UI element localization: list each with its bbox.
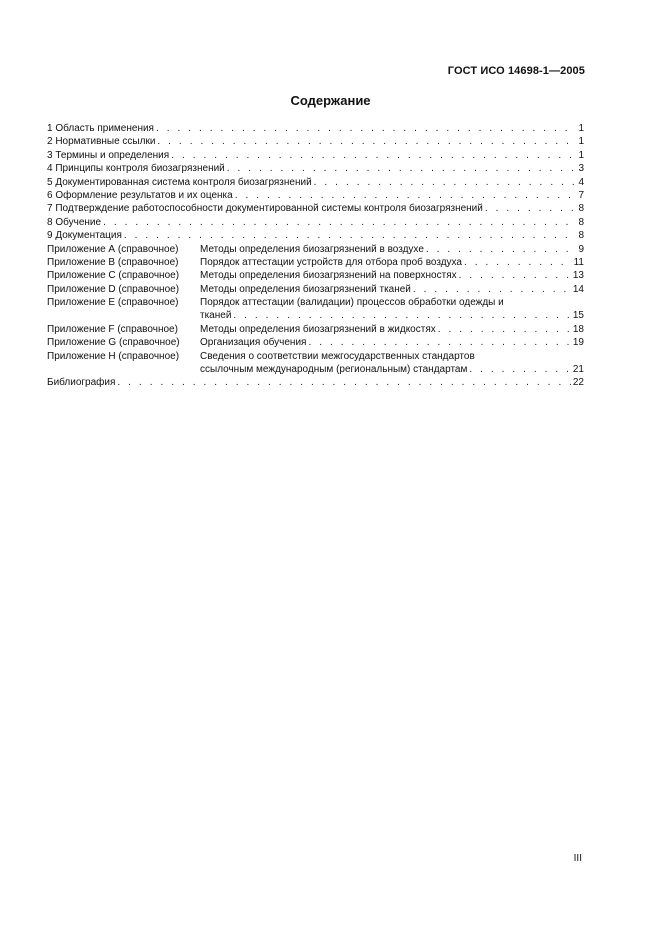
dot-leader — [103, 216, 576, 229]
dot-leader — [485, 202, 577, 215]
toc-entry-1[interactable] — [47, 122, 584, 135]
toc-entry-4[interactable] — [47, 162, 584, 175]
toc-page-number: 1 — [578, 149, 584, 161]
toc-entry-annex-e-continued[interactable] — [47, 309, 584, 322]
annex-label: Приложение F (справочное) — [47, 323, 178, 335]
document-id: ГОСТ ИСО 14698-1—2005 — [447, 65, 585, 77]
table-of-contents — [47, 122, 584, 390]
toc-entry-text: Сведения о соответствии межгосударственных стандартов — [200, 350, 475, 362]
toc-page-number: 7 — [578, 189, 584, 201]
toc-entry-5[interactable] — [47, 176, 584, 189]
toc-page-number: 3 — [578, 163, 584, 175]
dot-leader — [413, 283, 571, 296]
dot-leader — [438, 323, 571, 336]
toc-entry-annex-f[interactable] — [47, 323, 584, 336]
page-title: Содержание — [290, 93, 371, 108]
toc-entry-text: Организация обучения — [200, 337, 307, 349]
toc-entry-annex-e[interactable] — [47, 296, 584, 309]
toc-entry-text: 9 Документация — [47, 230, 122, 242]
toc-entry-7[interactable] — [47, 202, 584, 215]
dot-leader — [314, 176, 577, 189]
dot-leader — [227, 162, 577, 175]
dot-leader — [156, 122, 576, 135]
toc-entry-2[interactable] — [47, 135, 584, 148]
annex-label: Приложение С (справочное) — [47, 270, 180, 282]
toc-entry-6[interactable] — [47, 189, 584, 202]
toc-page-number: 4 — [578, 176, 584, 188]
toc-page-number: 19 — [572, 337, 584, 349]
annex-label: Приложение Н (справочное) — [47, 350, 180, 362]
toc-entry-text: Методы определения биозагрязнений в воздухе — [200, 243, 424, 255]
toc-entry-9[interactable] — [47, 229, 584, 242]
toc-entry-8[interactable] — [47, 216, 584, 229]
page-number: III — [573, 853, 582, 864]
dot-leader — [459, 269, 571, 282]
toc-entry-text: 2 Нормативные ссылки — [47, 136, 156, 148]
toc-entry-text: 8 Обучение — [47, 216, 102, 228]
toc-entry-annex-b[interactable] — [47, 256, 584, 269]
toc-entry-text: 1 Область применения — [47, 122, 154, 134]
toc-entry-text: 3 Термины и определения — [47, 149, 170, 161]
toc-entry-text: Порядок аттестации устройств для отбора проб воздуха — [200, 256, 462, 268]
annex-label: Приложение В (справочное) — [47, 256, 179, 268]
annex-label: Приложение Е (справочное) — [47, 297, 179, 309]
toc-entry-text-continued: ссылочным международным (региональным) стандартам — [200, 364, 468, 376]
toc-entry-annex-g[interactable] — [47, 336, 584, 349]
toc-page-number: 15 — [572, 310, 584, 322]
toc-page-number: 11 — [573, 256, 584, 268]
toc-page-number: 14 — [572, 283, 584, 295]
toc-page-number: 1 — [578, 136, 584, 148]
toc-entry-text: Библиография — [47, 377, 116, 389]
dot-leader — [233, 309, 570, 322]
toc-page-number: 8 — [578, 230, 584, 242]
toc-page-number: 8 — [578, 216, 584, 228]
dot-leader — [117, 376, 570, 389]
toc-entry-text: Методы определения биозагрязнений тканей — [200, 283, 411, 295]
toc-page-number: 1 — [578, 122, 584, 134]
dot-leader — [308, 336, 570, 349]
toc-entry-annex-c[interactable] — [47, 269, 584, 282]
annex-label: Приложение А (справочное) — [47, 243, 179, 255]
toc-page-number: 22 — [572, 377, 584, 389]
toc-entry-text-continued: тканей — [200, 310, 232, 322]
toc-entry-text: Порядок аттестации (валидации) процессов обработки одежды и — [200, 297, 504, 309]
toc-entry-annex-a[interactable] — [47, 243, 584, 256]
toc-page-number: 18 — [572, 323, 584, 335]
toc-entry-annex-h[interactable] — [47, 350, 584, 363]
toc-entry-text: 7 Подтверждение работоспособности документированной системы контроля биозагрязнений — [47, 203, 483, 215]
toc-page-number: 13 — [572, 270, 584, 282]
toc-entry-text: 6 Оформление результатов и их оценка — [47, 189, 233, 201]
dot-leader — [469, 363, 571, 376]
toc-page-number: 9 — [578, 243, 584, 255]
toc-entry-text: 5 Документированная система контроля биозагрязнений — [47, 176, 312, 188]
dot-leader — [157, 135, 576, 148]
toc-entry-3[interactable] — [47, 149, 584, 162]
dot-leader — [235, 189, 577, 202]
toc-entry-bibliography[interactable] — [47, 376, 584, 389]
dot-leader — [171, 149, 576, 162]
dot-leader — [426, 243, 577, 256]
toc-entry-text: 4 Принципы контроля биозагрязнений — [47, 163, 225, 175]
toc-entry-text: Методы определения биозагрязнений на поверхностях — [200, 270, 457, 282]
toc-entry-text: Методы определения биозагрязнений в жидкостях — [200, 323, 436, 335]
annex-label: Приложение G (справочное) — [47, 337, 180, 349]
dot-leader — [464, 256, 572, 269]
dot-leader — [124, 229, 577, 242]
annex-label: Приложение D (справочное) — [47, 283, 180, 295]
toc-page-number: 8 — [578, 203, 584, 215]
toc-entry-annex-h-continued[interactable] — [47, 363, 584, 376]
toc-page-number: 21 — [572, 364, 584, 376]
toc-entry-annex-d[interactable] — [47, 283, 584, 296]
